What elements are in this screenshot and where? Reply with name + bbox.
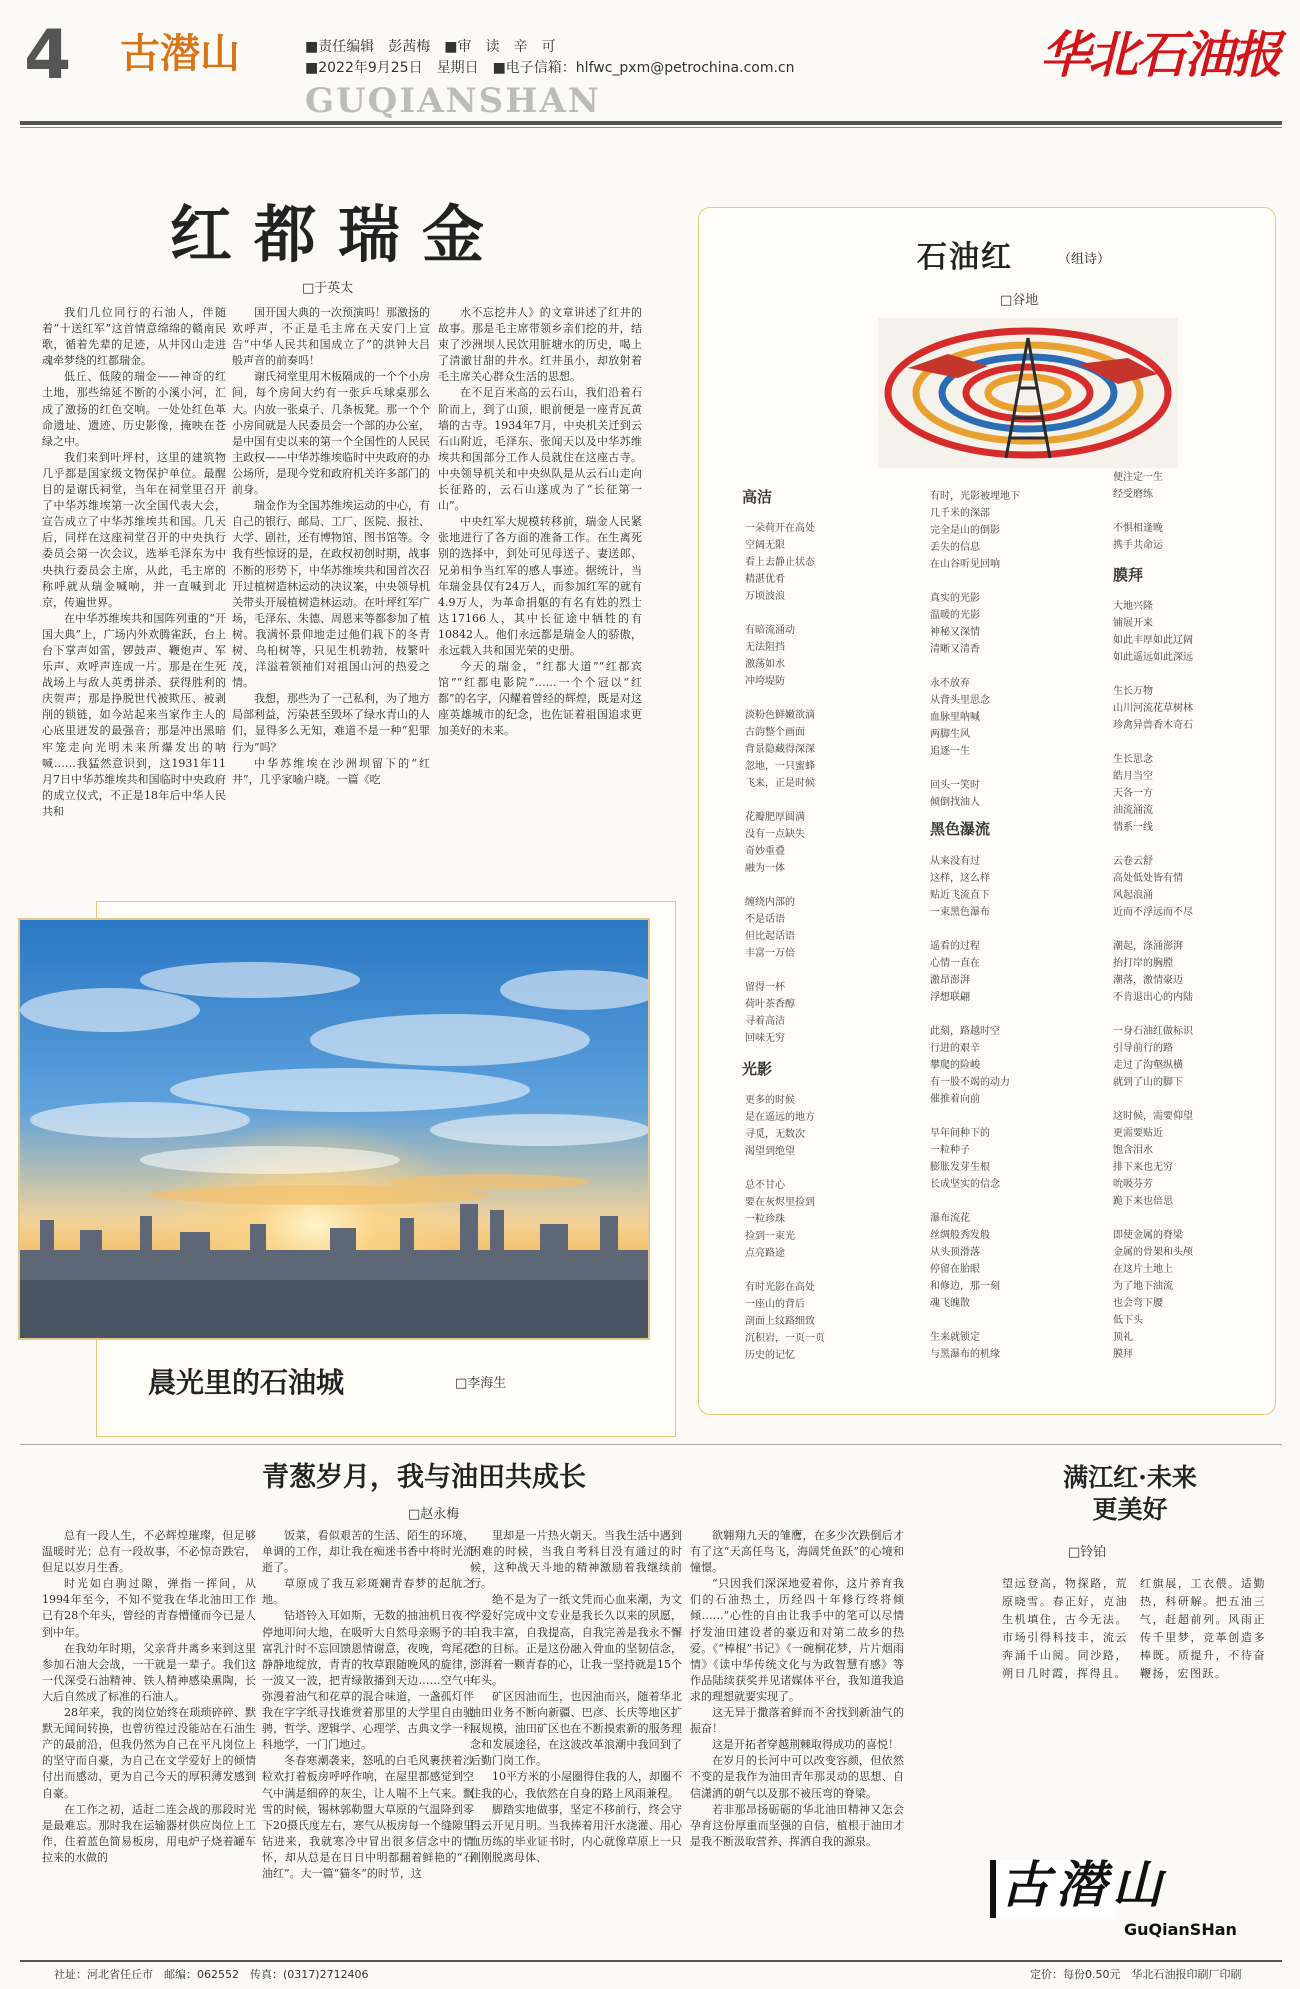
paragraph: 低丘、低陵的瑞金——神奇的红土地，那些绵延不断的小溪小河，汇成了激扬的红色交响。一处处红色革命遗址、遗迹、历史影像，掩映在苍绿之中。 (42, 370, 226, 448)
paragraph: 钻塔铃入耳如斯，无数的抽油机日夜不停地叩问大地，在吸听大自然母亲赐予的丰富乳汁时不忘回馈恩情谢意，夜晚，弯尾花静静地绽放，青青的牧草跟随晚风的旋律，一波又一波，把青绿散播到天边……空气中弥漫着油气和花草的混合味道，一盏孤灯伴我在字字纸寻找谁赏着那里的大学里自由驰骋，哲学、逻辑学、心理学、古典文学一科科地学，一门门地过。 (262, 1609, 474, 1752)
header-rule-thin (20, 127, 1282, 128)
stamp-calligraphy: 古潜山 (1000, 1855, 1168, 1914)
poem-byline: □谷地 (1000, 293, 1039, 308)
paragraph: 脚踏实地做事，坚定不移前行，终会守得云开见月明。当我捧着用汗水浇灌、用心血历练的毕业证书时，内心就像草原上一只刚刚脱离母体、 (470, 1802, 682, 1864)
paragraph: 矿区因油而生，也因油而兴，随着华北油田业务不断向新疆、巴彦、长庆等地区扩展规模，油田矿区也在不断摸索新的服务理念和发展途径，在这波改革浪潮中我回到了后勤门岗工作。 (470, 1689, 682, 1768)
poem-section-mobai: 膜拜 (1113, 566, 1144, 584)
paragraph: 我想，那些为了一己私利，为了地方局部利益，污染甚至毁坏了绿水青山的人们，显得多么无知，难道不是一种“犯罪行为”吗？ (232, 692, 430, 754)
article1-byline: □于英太 (302, 281, 354, 296)
poem-right-text-a: 便注定一生 经受磨练 不惧相逢晚 携手共命运 (1113, 472, 1163, 551)
article1-column-3 (438, 305, 642, 863)
poem-guangying-text: 更多的时候 是在遥远的地方 寻觅，无数次 渴望到绝望 总不甘心 要在灰烬里捡到 一粒珍珠 捡到一束光 点亮路途 有时光影在高处 一座山的背后 剖面上纹路细致 沉积岩，一页一页 历史的记忆 (745, 1095, 825, 1361)
newspaper-logo: 华北石油报 (1040, 25, 1280, 84)
city-sunrise-image (20, 920, 648, 1338)
article2-column-1 (42, 1528, 256, 1956)
city-sunrise-photo (18, 918, 650, 1340)
article2-column-3 (470, 1528, 682, 1956)
oil-derrick-illustration (878, 318, 1178, 468)
side-poem-title (1010, 1462, 1250, 1526)
section-title: 古潜山 (120, 31, 240, 77)
paragraph: 这无异于撒落着鲜而不舍找到新油气的振奋！ (690, 1706, 904, 1736)
poem-section-heisepubu: 黑色瀑流 (930, 820, 991, 838)
section-divider (20, 1444, 1282, 1445)
side-poem-byline: □铃铂 (1068, 1545, 1107, 1560)
paragraph: 中华苏维埃在沙洲坝留下的“红井”，几乎家喻户晓。一篇《吃 (232, 756, 430, 786)
stamp-pinyin: GuQianSHan (1124, 1920, 1237, 1939)
guqianshan-stamp (990, 1856, 1282, 1944)
paragraph: 欲翱翔九天的雏鹰，在多少次跌倒后才有了这“天高任鸟飞，海阔凭鱼跃”的心境和憧憬。 (690, 1529, 904, 1575)
paragraph: 在岁月的长河中可以改变容颜，但依然不变的是我作为油田青年那灵动的思想、自信潇洒的朝气以及那不被压弯的脊梁。 (690, 1754, 904, 1800)
article2-column-2 (262, 1528, 474, 1956)
article2-column-4 (690, 1528, 904, 1956)
section-pinyin: GUQIANSHAN (305, 81, 601, 121)
paragraph: 10平方米的小屋圈得住我的人，却圈不住我的心，我依然在自身的路上风雨兼程。 (470, 1770, 682, 1800)
article1-column-1 (42, 305, 226, 863)
editor-line: ■责任编辑 彭茜梅 ■审 读 辛 可 (305, 39, 556, 55)
paragraph: 饭菜，看似艰苦的生活、陌生的环境、单调的工作，却让我在痴迷书香中将时光流逝了。 (262, 1529, 474, 1575)
photo-title: 晨光里的石油城 (148, 1366, 345, 1399)
side-poem-text-a: 望远登高，物探路，荒原晓雪。春正好，克油生机填住，古今无法。市场引得科技丰，流云奔涌千山阅。同沙路，朔日几时霞，挥得且。 (1002, 1577, 1128, 1680)
article2-title: 青葱岁月，我与油田共成长 (262, 1462, 586, 1493)
paragraph: 瑞金作为全国苏维埃运动的中心，有自己的银行、邮局、工厂、医院、报社、大学、剧社，还有博物馆、图书馆等。令我有些惊讶的是，在政权初创时期，战事不断的形势下，中华苏维埃共和国首次召开过植树造林运动的决议案，中央领导机关带头开展植树造林运动。在叶坪红军广场，毛泽东、朱德、周恩来等都参加了植树。我满怀景仰地走过他们栽下的冬青树、乌桕树等，只见生机勃勃，枝繁叶茂，洋溢着领袖们对祖国山河的热爱之情。 (232, 499, 430, 690)
paragraph: 谢氏祠堂里用木板隔成的一个个小房间，每个房间大约有一张乒乓球桌那么大。内放一张桌子、几条板凳。那一个个小房间就是人民委员会一个部的办公室，是中国有史以来的第一个全国性的人民民主政权——中华苏维埃临时中央政府的办公场所，是现今党和政府机关许多部门的前身。 (232, 370, 430, 497)
footer-address: 社址：河北省任丘市 邮编：062552 传真：(0317)2712406 (54, 1968, 369, 1981)
paragraph: 我们来到叶坪村，这里的建筑物几乎都是国家级文物保护单位。最醒目的是谢氏祠堂，当年在祠堂里召开了中华苏维埃第一次全国代表大会，宣告成立了中华苏维埃共和国。几天后，同样在这座祠堂召开的中央执行委员会第一次会议，选举毛泽东为中央执行委员会主席，从此，毛主席的称呼就从瑞金喊响，并一直喊到北京，传遍世界。 (42, 450, 226, 609)
article1-title: 红都瑞金 (170, 198, 507, 271)
article1-column-2 (232, 305, 430, 863)
poem-gaojie-text: 一朵荷开在高处 空阔无限 看上去静止状态 精湛优肴 万顷波浪 有暗流涌动 无法阻挡 激荡如水 冲垮堤防 淡粉色鲜嫩欲滴 古韵整个画面 背景隐藏得深深 忽地，一只蜜蜂 飞来，正是时候 花瓣肥厚圆满 没有一点缺失 奇妙重叠 融为一体 缠绕内部的 不是话语 但比起话语 丰富一万倍 留得一杯 荷叶茶香醇 寻着高洁 回味无穷 (745, 523, 815, 1044)
photo-byline: □李海生 (455, 1376, 507, 1391)
poem-title: 石油红 (917, 240, 1013, 275)
side-poem-text-b: 红旗展，工衣偎。适勤热，科研解。把五油三气，赶超前列。风雨正传千里梦，竞革创造多棒既。质提升，不待奋鞭扬，宏图跃。 (1140, 1577, 1266, 1680)
paragraph: 28年来，我的岗位始终在琐琐碎碎、默默无闻间转换，也曾彷徨过没能站在石油生产的最前沿，但我仍然为自己在平凡岗位上的坚守而自豪，为自己在文学爱好上的倾情付出而感动，更为自己今天的厚积薄发感到自豪。 (42, 1706, 256, 1800)
paragraph: 绝不是为了一纸文凭而心血来潮，为文学爱好完成中文专业是我长久以来的夙愿，自我丰富，自我提高，自我完善是我永不懈怠的目标。正是这份融入骨血的坚韧信念，澎湃着一颗青春的心，让我一坚持就是15个年头。 (470, 1593, 682, 1687)
paragraph: 总有一段人生，不必辉煌璀璨，但足够温暖时光；总有一段故事，不必惊奇跌宕，但足以岁月生香。 (42, 1529, 256, 1575)
paragraph: 草原成了我互彩斑斓青春梦的起航之地。 (262, 1577, 474, 1607)
page-number: 4 (24, 16, 72, 95)
poem-section-gaojie: 高洁 (742, 488, 773, 506)
footer-rule (20, 1960, 1282, 1962)
poem-middle-text-b: 从来没有过 这样，这么样 贴近飞流直下 一束黑色瀑布 遥看的过程 心情一直在 激昂澎湃 浮想联翩 此刻，路越时空 行进的艰辛 攀爬的险峻 有一股不竭的动力 催推着向前 早年间种下的 一粒种子 膨胀发芽生根 长成坚实的信念 瀑布流花 丝绸般秀发般 从头顶滑落 停留在胎眼 和修边，那一刻 魂飞魄散 生来就锁定 与黑瀑布的机缘 (930, 856, 1010, 1360)
poem-section-guangying: 光影 (742, 1060, 773, 1078)
paragraph: 我们几位同行的石油人，伴随着“十送红军”这首情意绵绵的赣南民歌，循着先辈的足迹，从井冈山走进魂牵梦绕的红都瑞金。 (42, 306, 226, 368)
paragraph: 这是开拓者穿越荆棘取得成功的喜悦！ (712, 1738, 899, 1752)
footer-price: 定价：每份0.50元 华北石油报印刷厂印刷 (1030, 1968, 1242, 1981)
date-email-line: ■2022年9月25日 星期日 ■电子信箱：hlfwc_pxm@petrochina.com.cn (305, 60, 795, 76)
side-poem-title-line2: 更美好 (1092, 1495, 1168, 1524)
header-rule (20, 121, 1282, 125)
paragraph: 今天的瑞金，“红都大道”“红都宾馆”“红都电影院”……一个个冠以“红都”的名字，闪耀着曾经的辉煌，既是对这座英雄城市的纪念，也佐证着祖国追求更加美好的未来。 (438, 660, 642, 738)
paragraph: 里却是一片热火朝天。当我生活中遇到困难的时候，当我自考科目没有通过的时候，这种战天斗地的精神激励着我继续前行。 (470, 1529, 682, 1591)
paragraph: 中央红军大规模转移前，瑞金人民紧张地进行了各方面的准备工作。在生离死别的选择中，到处可见母送子、妻送郎、兄弟相争当红军的感人事迹。据统计，当年瑞金县仅有24万人，而参加红军的就有4.9万人，为革命捐躯的有名有姓的烈士达17166人，其中长征途中牺牲的有10842人。他们永远都是瑞金人的骄傲，永远载入共和国光荣的史册。 (438, 515, 642, 657)
paragraph: “只因我们深深地爱着你，这片养育我们的石油热土，历经四十年修行终将倾倾……”心性的自由让我手中的笔可以尽情抒发油田建设者的豪迈和对第二故乡的热爱。《“棒棍”书记》《一碗桐花梦，片片烟雨情》《读中华传统文化与为政智慧有感》等作品陆续获奖并见诸媒体平台，我知道我追求的理想就要实现了。 (690, 1577, 904, 1703)
paragraph: 水不忘挖井人》的文章讲述了红井的故事。那是毛主席带领乡亲们挖的井，结束了沙洲坝人民饮用脏塘水的历史，喝上了清澈甘甜的井水。红井虽小，却放射着毛主席关心群众生活的思想。 (438, 306, 642, 384)
paragraph: 在不足百米高的云石山，我们沿着石阶而上，到了山顶，眼前便是一座青瓦黄墙的古寺。1934年7月，中央机关迁到云石山附近，毛泽东、张闻天以及中华苏维埃共和国部分工作人员就住在这座古寺。中央领导机关和中央纵队是从云石山走向长征路的，云石山遂成为了“长征第一山”。 (438, 386, 642, 513)
paragraph: 在工作之初，适赶二连会战的那段时光是最难忘。那时我在运输器材供应岗位上工作，住着蓝色简易板房，用电炉子烧着罐车拉来的水做的 (42, 1802, 256, 1864)
derrick-art (878, 318, 1178, 468)
paragraph: 时光如白驹过隙，弹指一挥间，从1994年至今，不知不觉我在华北油田工作已有28个年头，曾经的青春懵懂而今已是人到中年。 (42, 1577, 256, 1639)
paragraph: 在我幼年时期，父亲背井离乡来到这里参加石油大会战，一干就是一辈子。我们这一代深受石油精神、铁人精神感染熏陶，长大后自然成了标准的石油人。 (42, 1641, 256, 1703)
article2-byline: □赵永梅 (408, 1507, 460, 1522)
paragraph: 国开国大典的一次预演吗！那激扬的欢呼声，不正是毛主席在天安门上宣告“中华人民共和国成立了”的洪钟大吕般声音的前奏吗！ (232, 306, 430, 368)
paragraph: 在中华苏维埃共和国阵列重的“开国大典”上，广场内外欢腾雀跃，台上台下掌声如雷，锣鼓声、鞭炮声、军乐声、欢呼声连成一片。那是在生死战场上与敌人英勇拼杀、获得胜利的庆贺声；那是挣脱世代被欺压、被剥削的锁链，如今站起来当家作主人的心底里迸发的最强音；那是冲出黑暗牢笼走向光明未来所爆发出的呐喊……我猛然意识到，这1931年11月7日中华苏维埃共和国临时中央政府的成立仪式，不正是18年后中华人民共和 (42, 611, 226, 818)
paragraph: 若非那昂扬砺砺的华北油田精神又怎会孕育这份厚重而坚强的自信，植根于油田才是我不断汲取营养、挥洒自我的源泉。 (690, 1802, 904, 1848)
paragraph: 冬春寒潮袭来，怒吼的白毛风裹挟着沙粒欢打着板房呼呼作响，在屋里都感觉到空气中满是细碎的灰尘，让人喘不上气来。飘雪的时候，锡林郭勒盟大草原的气温降到零下20摄氏度左右，寒气从板房每一个缝隙里钻进来，我就寒冷中冒出很多信念中的情怀，却从总是在日日中明都翻着鲜艳的“石油红”。大一篇“猫冬”的时节，这 (262, 1754, 474, 1880)
poem-middle-text-a: 有时，光影被埋地下 几千米的深部 完全是山的倒影 丢失的信息 在山谷听见回响 真实的光影 温暖的光影 神秘又深情 清晰又清香 永不放弃 从背头里思念 血脉里呐喊 两脚生风 追逐一生 回头一笑时 倾倒找油人 (930, 491, 1020, 808)
poem-right-text-b: 大地兴隆 铺展开来 如此丰厚如此辽阔 如此遥远如此深远 生长万物 山川河流花草树林 珍禽异兽香木奇石 生长思念 皓月当空 天各一方 油流涌流 情系一线 云卷云舒 高处低处皆有情 风起浪涌 近而不浮远而不尽 潮起，涤涌澎湃 抬打岸的胸膛 潮落，激情豪迈 不肯退出心的内陆 一身石油红做标识 引导前行的路 走过了沟壑纵横 就到了山的脚下 这时候，需要仰望 更需要贴近 饱含泪水 排下来也无穷 吮吸芬芳 跪下来也倍思 即使金属的脊梁 金属的骨架和头颅 在这片土地上 为了地下油流 也会弯下腰 低下头 顶礼 膜拜 (1113, 601, 1193, 1360)
poem-subtitle: （组诗） (1058, 252, 1111, 267)
side-poem-title-line1: 满江红·未来 (1063, 1463, 1197, 1492)
